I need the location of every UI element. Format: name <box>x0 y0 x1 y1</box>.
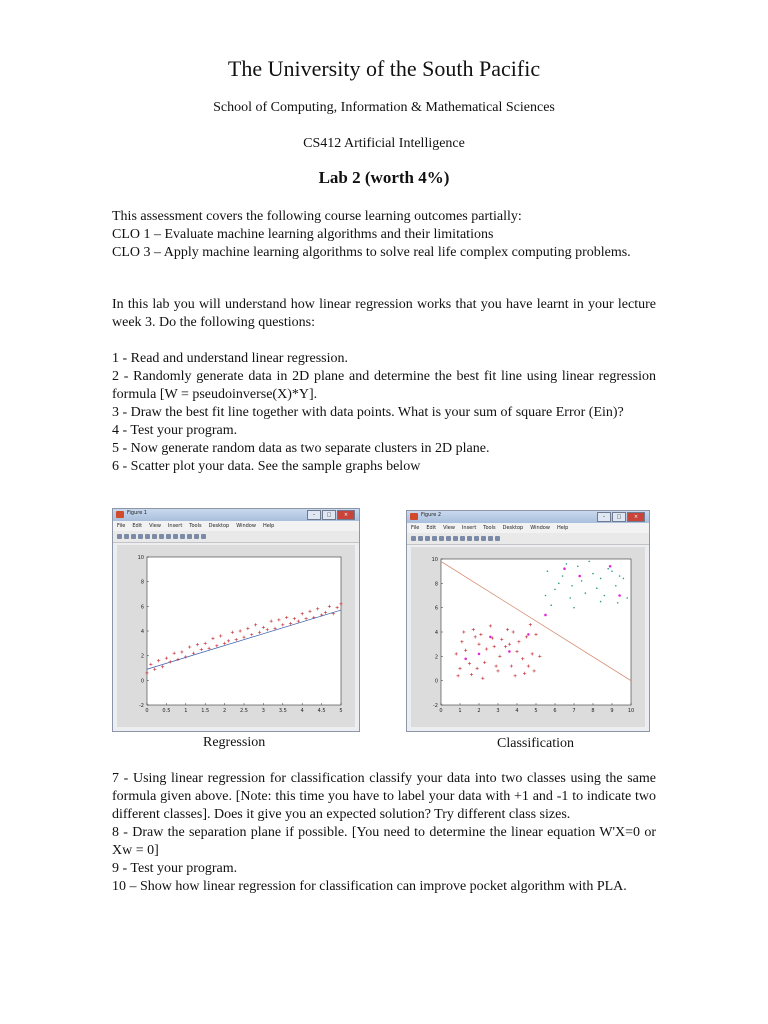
regression-chart <box>117 545 357 727</box>
window-controls <box>597 512 645 522</box>
minimize-button[interactable]: – <box>597 512 611 522</box>
question-8: 8 - Draw the separation plane if possible. [You need to determine the linear equation W'X=0 or Xw = 0] <box>112 825 656 858</box>
menu-file[interactable]: File <box>117 523 126 529</box>
pointer-icon[interactable] <box>439 536 444 541</box>
legend-icon[interactable] <box>495 536 500 541</box>
print-icon[interactable] <box>432 536 437 541</box>
x-tick-label: 2 <box>477 708 481 714</box>
menu-view[interactable]: View <box>443 525 455 531</box>
menu-desktop[interactable]: Desktop <box>208 523 230 529</box>
data-point <box>623 578 625 580</box>
data-point <box>573 607 575 609</box>
figure-2-plot-area <box>411 547 645 727</box>
data-point <box>562 575 564 577</box>
y-tick-label: 0 <box>434 678 438 685</box>
highlight-point <box>578 575 581 578</box>
highlight-point <box>478 653 481 656</box>
x-tick-label: 1 <box>458 708 462 714</box>
data-point <box>545 595 547 597</box>
intro-line: This assessment covers the following course learning outcomes partially: <box>112 209 522 224</box>
data-point <box>626 597 628 599</box>
y-tick-label: 4 <box>434 630 438 636</box>
menu-insert[interactable]: Insert <box>167 523 183 529</box>
zoom-in-icon[interactable] <box>446 536 451 541</box>
open-icon[interactable] <box>418 536 423 541</box>
menu-file[interactable]: File <box>411 525 420 531</box>
question-2: 2 - Randomly generate data in 2D plane and determine the best fit line using linear regression formula [W = pseudoinverse(X)*Y]. <box>112 369 656 402</box>
question-7: 7 - Using linear regression for classification classify your data into two classes using the same formula given above. [Note: this time you have to label your data with +1 and -1 to indicate two different classes]. Does it give you an expected solution? Try different class sizes. <box>112 771 656 822</box>
question-1: 1 - Read and understand linear regression. <box>112 351 348 366</box>
highlight-point <box>464 657 467 660</box>
datacursor-icon[interactable] <box>474 536 479 541</box>
data-point <box>611 570 613 572</box>
x-tick-label: 0.5 <box>162 708 171 714</box>
menu-desktop[interactable]: Desktop <box>502 525 524 531</box>
data-point <box>569 597 571 599</box>
y-tick-label: 2 <box>434 654 438 661</box>
x-tick-label: 1.5 <box>201 708 210 714</box>
figure-2-caption: Classification <box>497 736 574 751</box>
data-point <box>547 570 549 572</box>
x-tick-label: 4.5 <box>317 708 326 714</box>
brush-icon[interactable] <box>187 534 192 539</box>
data-point <box>596 587 598 589</box>
question-list <box>112 350 656 476</box>
pan-icon[interactable] <box>166 534 171 539</box>
question-6: 6 - Scatter plot your data. See the sample graphs below <box>112 459 421 474</box>
x-tick-label: 0 <box>145 708 149 714</box>
highlight-point <box>508 650 511 653</box>
highlight-point <box>527 633 530 636</box>
figure-1-plot-area <box>117 545 355 727</box>
highlight-point <box>544 614 547 617</box>
x-tick-label: 5 <box>339 708 343 714</box>
save-icon[interactable] <box>425 536 430 541</box>
y-tick-label: 2 <box>140 653 144 660</box>
figure-2-title: Figure 2 <box>421 512 442 518</box>
question-4: 4 - Test your program. <box>112 423 238 438</box>
new-figure-icon[interactable] <box>411 536 416 541</box>
figure-1-title: Figure 1 <box>127 510 148 516</box>
assessment-intro <box>112 208 656 262</box>
course-name: CS412 Artificial Intelligence <box>303 136 465 151</box>
highlight-point <box>489 636 492 639</box>
figure-1-menubar <box>113 521 359 531</box>
y-tick-label: 0 <box>140 678 144 685</box>
university-title: The University of the South Pacific <box>227 56 541 81</box>
matlab-figure-icon <box>410 513 418 520</box>
x-tick-label: 3 <box>496 708 500 714</box>
question-10: 10 – Show how linear regression for classification can improve pocket algorithm with PLA. <box>112 879 627 894</box>
menu-help[interactable]: Help <box>262 523 275 529</box>
menu-window[interactable]: Window <box>236 523 256 529</box>
y-tick-label: 8 <box>434 581 438 588</box>
lab-intro: In this lab you will understand how linear regression works that you have learnt in your lecture week 3. Do the following questions: <box>112 297 656 330</box>
highlight-point <box>563 567 566 570</box>
pointer-icon[interactable] <box>145 534 150 539</box>
close-button[interactable]: × <box>627 512 645 522</box>
data-point <box>600 578 602 580</box>
question-list-continued <box>112 770 656 896</box>
classification-chart <box>411 547 647 727</box>
x-tick-label: 2.5 <box>240 708 248 714</box>
maximize-button[interactable]: □ <box>612 512 626 522</box>
lab-heading: Lab 2 (worth 4%) <box>318 168 450 187</box>
x-tick-label: 2 <box>223 708 227 714</box>
data-point <box>577 566 579 568</box>
data-point <box>585 592 587 594</box>
x-tick-label: 7 <box>572 708 576 714</box>
zoom-out-icon[interactable] <box>159 534 164 539</box>
figure-2-menubar <box>407 523 649 533</box>
data-point <box>617 602 619 604</box>
menu-tools[interactable]: Tools <box>483 525 496 531</box>
question-3: 3 - Draw the best fit line together with data points. What is your sum of square Error (Ein)? <box>112 405 624 420</box>
zoom-in-icon[interactable] <box>152 534 157 539</box>
school-name: School of Computing, Information & Mathematical Sciences <box>213 100 555 115</box>
new-figure-icon[interactable] <box>117 534 122 539</box>
x-tick-label: 1 <box>184 708 188 714</box>
y-tick-label: 6 <box>140 604 144 611</box>
data-point <box>550 604 552 606</box>
x-tick-label: 0 <box>439 708 443 714</box>
figure-1-toolbar <box>113 531 359 543</box>
figure-1-window <box>112 508 360 732</box>
data-point <box>571 585 573 587</box>
data-point <box>604 595 606 597</box>
figure-2-toolbar <box>407 533 649 545</box>
highlight-point <box>609 565 612 568</box>
menu-window[interactable]: Window <box>530 525 550 531</box>
figure-1-caption: Regression <box>203 735 266 750</box>
y-tick-label: 10 <box>431 557 438 563</box>
rotate-icon[interactable] <box>467 536 472 541</box>
menu-tools[interactable]: Tools <box>189 523 202 529</box>
brush-icon[interactable] <box>481 536 486 541</box>
data-point <box>566 563 568 565</box>
x-tick-label: 5 <box>534 708 538 714</box>
axes-box <box>441 559 631 705</box>
x-tick-label: 3.5 <box>278 708 287 714</box>
menu-edit[interactable]: Edit <box>426 525 437 531</box>
data-point <box>558 583 560 585</box>
window-controls <box>307 510 355 520</box>
data-point <box>607 568 609 570</box>
y-tick-label: 4 <box>140 629 144 635</box>
open-icon[interactable] <box>124 534 129 539</box>
x-tick-label: 3 <box>261 708 265 714</box>
matlab-figure-icon <box>116 511 124 518</box>
figure-2-titlebar <box>407 511 649 523</box>
highlight-point <box>618 594 621 597</box>
x-tick-label: 10 <box>627 708 635 714</box>
y-tick-label: -2 <box>139 703 144 709</box>
clo-1: CLO 1 – Evaluate machine learning algorithms and their limitations <box>112 227 494 242</box>
menu-help[interactable]: Help <box>556 525 569 531</box>
data-point <box>615 585 617 587</box>
x-tick-label: 9 <box>610 708 614 714</box>
y-tick-label: -2 <box>433 703 438 709</box>
x-tick-label: 8 <box>591 708 595 714</box>
data-point <box>588 561 590 563</box>
y-tick-label: 10 <box>137 555 144 561</box>
colorbar-icon[interactable] <box>194 534 199 539</box>
datacursor-icon[interactable] <box>180 534 185 539</box>
print-icon[interactable] <box>138 534 143 539</box>
menu-edit[interactable]: Edit <box>132 523 143 529</box>
y-tick-label: 8 <box>140 579 144 586</box>
clo-3: CLO 3 – Apply machine learning algorithms to solve real life complex computing problems. <box>112 245 631 260</box>
menu-insert[interactable]: Insert <box>461 525 477 531</box>
y-tick-label: 6 <box>434 605 438 612</box>
axes-box <box>147 557 341 705</box>
zoom-out-icon[interactable] <box>453 536 458 541</box>
data-point <box>600 601 602 603</box>
x-tick-label: 4 <box>300 708 304 714</box>
x-tick-label: 4 <box>515 708 519 714</box>
rotate-icon[interactable] <box>173 534 178 539</box>
legend-icon[interactable] <box>201 534 206 539</box>
save-icon[interactable] <box>131 534 136 539</box>
figure-1-titlebar <box>113 509 359 521</box>
minimize-button[interactable]: – <box>307 510 321 520</box>
colorbar-icon[interactable] <box>488 536 493 541</box>
maximize-button[interactable]: □ <box>322 510 336 520</box>
data-point <box>554 589 556 591</box>
x-tick-label: 6 <box>553 708 557 714</box>
figure-2-window <box>406 510 650 732</box>
data-point <box>592 573 594 575</box>
pan-icon[interactable] <box>460 536 465 541</box>
data-point <box>581 580 583 582</box>
data-point <box>619 575 621 577</box>
question-5: 5 - Now generate random data as two separate clusters in 2D plane. <box>112 441 490 456</box>
question-9: 9 - Test your program. <box>112 861 238 876</box>
close-button[interactable]: × <box>337 510 355 520</box>
menu-view[interactable]: View <box>149 523 161 529</box>
